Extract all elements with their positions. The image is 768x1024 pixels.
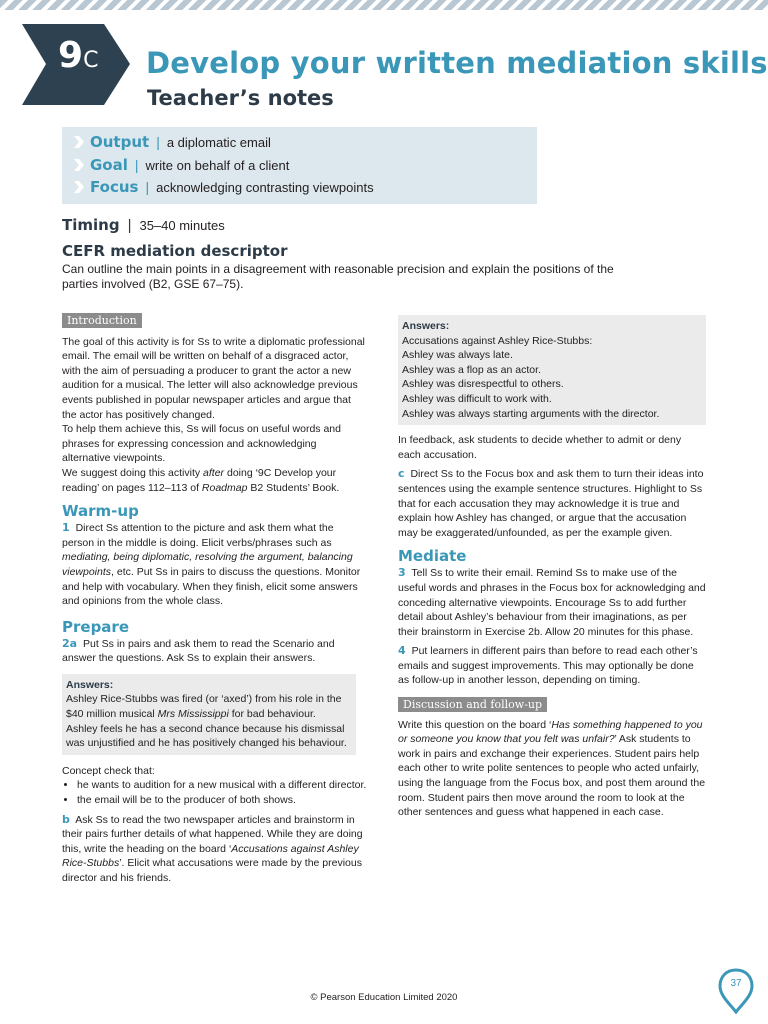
intro-paragraph: We suggest doing this activity after doing ‘9C Develop your reading’ on pages 112–113 of Roadmap B2 Students’ Book. (62, 466, 340, 494)
overview-output: Output | a diplomatic email (74, 132, 271, 152)
prepare-paragraph: 2a Put Ss in pairs and ask them to read the Scenario and answer the questions. Ask Ss to explain their answers. (62, 636, 335, 665)
overview-box (62, 127, 537, 204)
mediate-paragraph-4: 4 Put learners in different pairs than before to read each other’s emails and suggest improvements. This may optionally be done as follow-up in another lesson, depending on timing. (398, 644, 698, 687)
location-pin-icon (718, 968, 754, 1014)
top-stripe (0, 0, 768, 10)
b-paragraph: b Ask Ss to read the two newspaper articles and brainstorm in their pairs further details of what happened. While they are doing this, write the heading on the board ‘Accusations against Ashley Rice-Stubbs’. Elicit what accusations were made by the previous director and his friends. (62, 812, 363, 884)
concept-list (62, 778, 367, 807)
warmup-heading: Warm-up (62, 502, 139, 521)
overview-goal: Goal | write on behalf of a client (74, 155, 289, 175)
feedback-paragraph: In feedback, ask students to decide whether to admit or deny each accusation. (398, 434, 682, 461)
concept-check: Concept check that: (62, 764, 155, 777)
intro-paragraph: To help them achieve this, Ss will focus on useful words and phrases for expressing concession and acknowledging alternative viewpoints. (62, 423, 341, 465)
answers-box: Answers: Accusations against Ashley Rice-Stubbs: Ashley was always late. Ashley was a flop as an actor. Ashley was disrespectful to others. Ashley was difficult to work with. Ashley was always starting arguments with the director. (398, 315, 706, 425)
prepare-heading: Prepare (62, 617, 129, 636)
discussion-paragraph: Write this question on the board ‘Has something happened to you or someone you know that you felt was unfair?’ Ask students to work in pairs and exchange their experiences. Student pairs help each other to write polite sentences to people who acted unfairly, using the language from the Focus box, and post them around the room. Student pairs then move around the room to look at the other sentences and guess what happened in each case. (398, 718, 706, 819)
page-number: 37 (730, 978, 742, 989)
overview-focus: Focus | acknowledging contrasting viewpoints (74, 177, 374, 197)
unit-letter: C (83, 48, 99, 73)
mediate-paragraph-3: 3 Tell Ss to write their email. Remind Ss to make use of the useful words and phrases in the Focus box for acknowledging and conceding alternative viewpoints. Encourage Ss to add further detail about Ashley’s behaviour from their imaginations, as per their brainstorm in Exercise 2b. Allow 20 minutes for this phase. (398, 566, 706, 638)
c-paragraph: c Direct Ss to the Focus box and ask them to turn their ideas into sentences using the example sentence structures. Highlight to Ss that for each accusation they may acknowledge it is true and explain how Ashley has changed, or argue that the accusation may be exaggerated/unfounded, as per the example given. (398, 467, 704, 539)
answers-box: Answers: Ashley Rice-Stubbs was fired (or ‘axed’) from his role in the $40 million musical Mrs Mississippi for bad behaviour. Ashley feels he has a second chance because his dismissal was unjustified and he has positively changed his behaviour. (62, 674, 356, 755)
page-subtitle: Teacher’s notes (147, 86, 334, 110)
unit-number: 9 (58, 35, 84, 76)
copyright: © Pearson Education Limited 2020 (310, 992, 458, 1003)
warmup-paragraph: 1 Direct Ss attention to the picture and ask them what the person in the middle is doing. Elicit verbs/phrases such as mediating, being diplomatic, resolving the argument, balancing viewpoints, etc. Put Ss in pairs to discuss the questions. Monitor and help with vocabulary. When they finish, elicit some answers and opinions from the whole class. (62, 521, 361, 608)
page-title: Develop your written mediation skills (146, 46, 768, 80)
discussion-tag: Discussion and follow-up (398, 697, 547, 712)
cefr-text: Can outline the main points in a disagreement with reasonable precision and explain the positions of the parties involved (B2, GSE 67–75). (62, 262, 614, 291)
unit-badge (22, 24, 130, 105)
timing: Timing | 35–40 minutes (62, 216, 225, 234)
chevron-right-icon (74, 136, 84, 148)
intro-paragraph: The goal of this activity is for Ss to write a diplomatic professional email. The email will be written on behalf of a disgraced actor, with the aim of persuading a producer to grant the actor a new audition for a musical. The letter will also acknowledge previous events published in popular newspaper articles and argue that the actor has positively changed. (62, 335, 365, 421)
chevron-right-icon (74, 181, 84, 193)
page-number-marker (718, 968, 754, 1014)
left-column (62, 313, 367, 886)
introduction-tag: Introduction (62, 313, 142, 328)
mediate-heading: Mediate (398, 547, 467, 566)
list-item: • he wants to audition for a new musical with a different director. (77, 778, 367, 793)
cefr-title: CEFR mediation descriptor (62, 242, 288, 260)
chevron-right-icon (74, 159, 84, 171)
list-item: • the email will be to the producer of both shows. (77, 793, 367, 808)
right-column (398, 315, 706, 820)
